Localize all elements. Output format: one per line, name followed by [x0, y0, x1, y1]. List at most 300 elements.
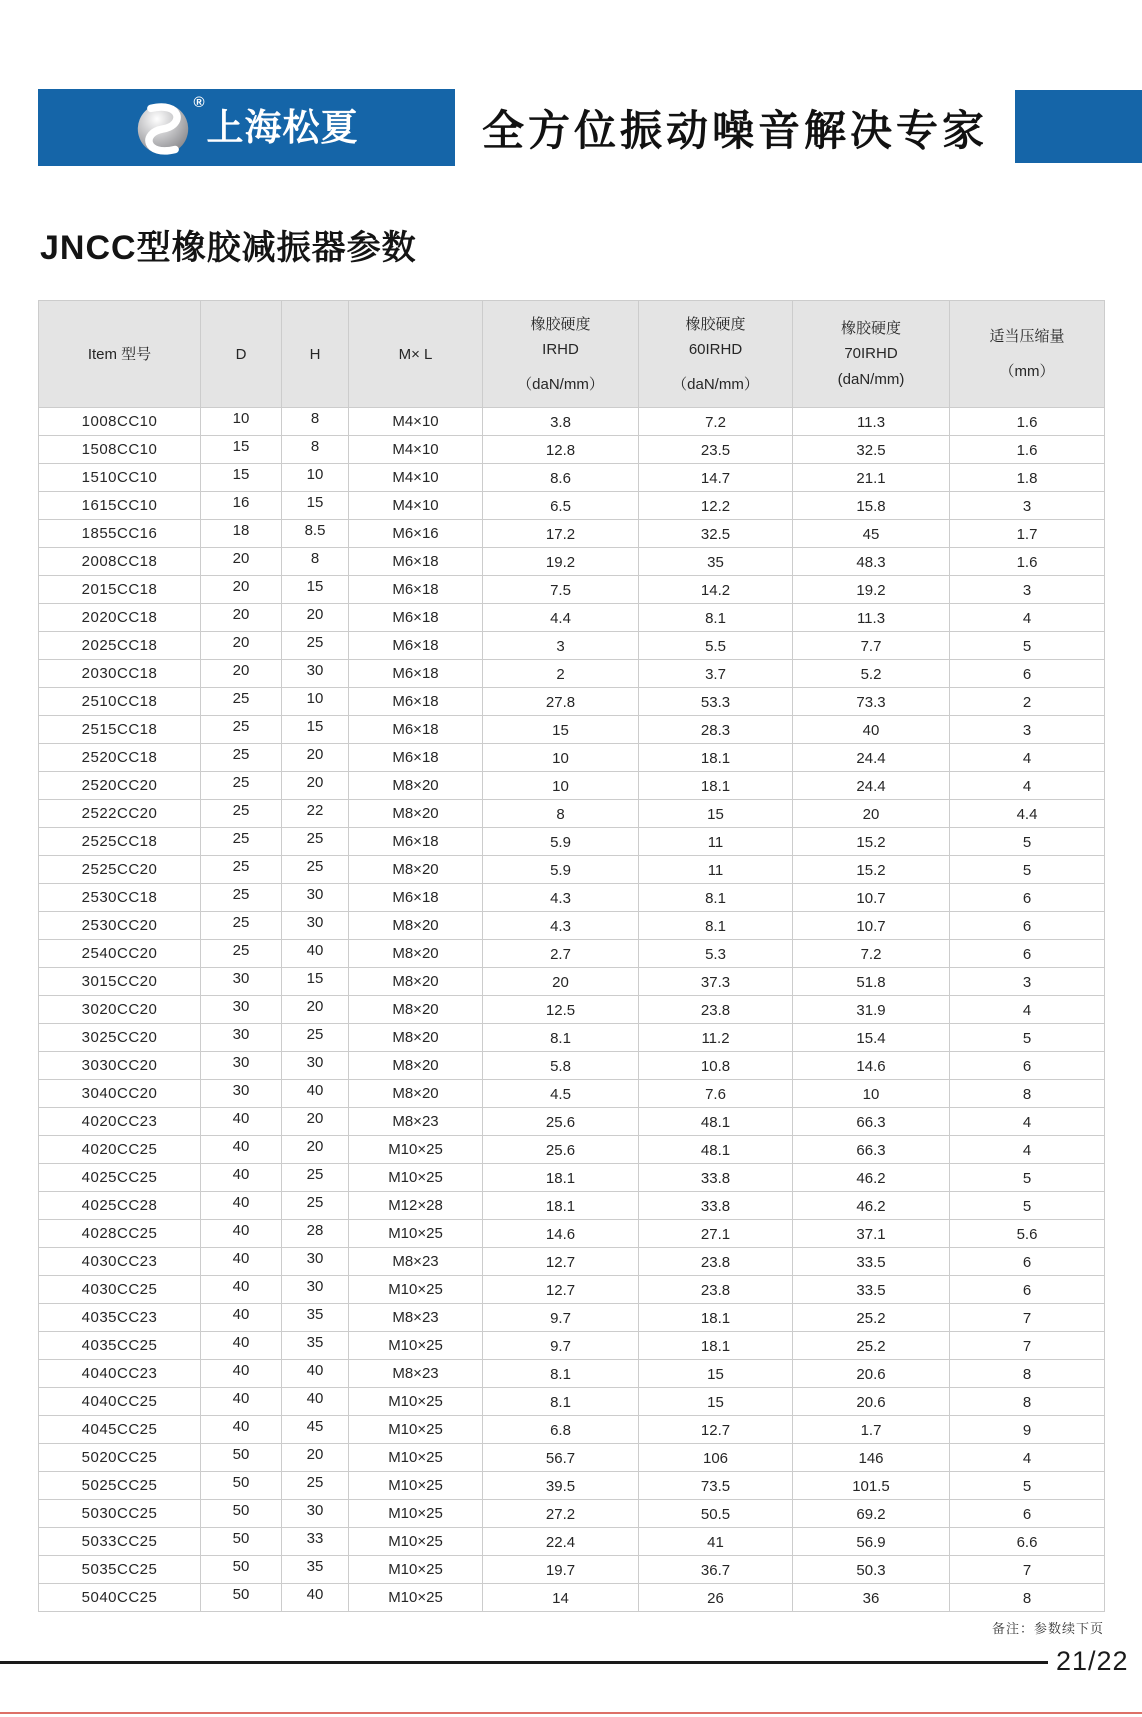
- cell-irhd60: 15: [639, 1360, 793, 1388]
- cell-item: 2530CC18: [39, 884, 201, 912]
- table-row: [39, 1248, 1105, 1276]
- cell-compression: 5: [950, 828, 1105, 856]
- cell-irhd60: 106: [639, 1444, 793, 1472]
- cell-compression: 1.6: [950, 548, 1105, 576]
- cell-irhd70: 20.6: [793, 1388, 950, 1416]
- cell-irhd: 25.6: [483, 1136, 639, 1164]
- cell-irhd70: 20.6: [793, 1360, 950, 1388]
- cell-d: 40: [201, 1248, 282, 1276]
- parameters-table: [38, 300, 1105, 1612]
- cell-irhd: 22.4: [483, 1528, 639, 1556]
- column-header-mxl: M× L: [349, 301, 483, 408]
- table-row: [39, 1276, 1105, 1304]
- cell-d: 40: [201, 1416, 282, 1444]
- cell-d: 40: [201, 1360, 282, 1388]
- table-row: [39, 884, 1105, 912]
- table-row: [39, 1108, 1105, 1136]
- table-row: [39, 1388, 1105, 1416]
- cell-d: 20: [201, 632, 282, 660]
- cell-mxl: M10×25: [349, 1136, 483, 1164]
- cell-item: 2522CC20: [39, 800, 201, 828]
- table-row: [39, 1360, 1105, 1388]
- cell-compression: 6: [950, 940, 1105, 968]
- cell-irhd60: 23.8: [639, 1276, 793, 1304]
- cell-irhd: 12.7: [483, 1276, 639, 1304]
- cell-irhd70: 5.2: [793, 660, 950, 688]
- cell-item: 4040CC23: [39, 1360, 201, 1388]
- cell-irhd60: 48.1: [639, 1108, 793, 1136]
- cell-irhd70: 32.5: [793, 436, 950, 464]
- cell-d: 20: [201, 604, 282, 632]
- cell-compression: 1.6: [950, 408, 1105, 436]
- cell-mxl: M8×20: [349, 856, 483, 884]
- cell-compression: 1.8: [950, 464, 1105, 492]
- cell-irhd: 9.7: [483, 1332, 639, 1360]
- cell-compression: 8: [950, 1584, 1105, 1612]
- cell-h: 33: [282, 1528, 349, 1556]
- cell-irhd60: 7.6: [639, 1080, 793, 1108]
- cell-irhd: 4.5: [483, 1080, 639, 1108]
- cell-h: 20: [282, 1444, 349, 1472]
- cell-irhd60: 11.2: [639, 1024, 793, 1052]
- cell-h: 35: [282, 1332, 349, 1360]
- cell-compression: 5.6: [950, 1220, 1105, 1248]
- table-row: [39, 1472, 1105, 1500]
- cell-irhd70: 11.3: [793, 408, 950, 436]
- cell-d: 20: [201, 576, 282, 604]
- cell-d: 50: [201, 1472, 282, 1500]
- column-header-irhd70: 橡胶硬度 70IRHD (daN/mm): [793, 301, 950, 408]
- cell-compression: 6: [950, 1248, 1105, 1276]
- cell-item: 2540CC20: [39, 940, 201, 968]
- cell-irhd60: 18.1: [639, 1304, 793, 1332]
- cell-irhd70: 56.9: [793, 1528, 950, 1556]
- cell-item: 4035CC25: [39, 1332, 201, 1360]
- table-row: [39, 1500, 1105, 1528]
- column-header-d: D: [201, 301, 282, 408]
- table-row: [39, 464, 1105, 492]
- cell-item: 2020CC18: [39, 604, 201, 632]
- cell-irhd60: 28.3: [639, 716, 793, 744]
- cell-compression: 6: [950, 1052, 1105, 1080]
- cell-mxl: M8×20: [349, 996, 483, 1024]
- cell-h: 30: [282, 884, 349, 912]
- cell-mxl: M8×23: [349, 1108, 483, 1136]
- cell-mxl: M6×18: [349, 828, 483, 856]
- cell-h: 20: [282, 772, 349, 800]
- cell-d: 25: [201, 856, 282, 884]
- cell-d: 50: [201, 1500, 282, 1528]
- cell-irhd60: 3.7: [639, 660, 793, 688]
- cell-h: 25: [282, 1192, 349, 1220]
- cell-d: 30: [201, 996, 282, 1024]
- cell-irhd70: 37.1: [793, 1220, 950, 1248]
- cell-d: 20: [201, 660, 282, 688]
- table-row: [39, 1304, 1105, 1332]
- cell-irhd70: 46.2: [793, 1192, 950, 1220]
- table-row: [39, 856, 1105, 884]
- cell-irhd70: 31.9: [793, 996, 950, 1024]
- cell-mxl: M10×25: [349, 1584, 483, 1612]
- cell-item: 4035CC23: [39, 1304, 201, 1332]
- cell-irhd60: 35: [639, 548, 793, 576]
- cell-irhd70: 15.2: [793, 828, 950, 856]
- cell-h: 20: [282, 604, 349, 632]
- table-row: [39, 1556, 1105, 1584]
- cell-irhd: 18.1: [483, 1192, 639, 1220]
- table-row: [39, 408, 1105, 436]
- cell-mxl: M10×25: [349, 1220, 483, 1248]
- table-row: [39, 1080, 1105, 1108]
- cell-d: 30: [201, 1080, 282, 1108]
- cell-compression: 5: [950, 1472, 1105, 1500]
- cell-mxl: M4×10: [349, 408, 483, 436]
- cell-mxl: M6×18: [349, 660, 483, 688]
- cell-item: 4040CC25: [39, 1388, 201, 1416]
- cell-item: 2515CC18: [39, 716, 201, 744]
- table-row: [39, 1136, 1105, 1164]
- cell-irhd: 12.5: [483, 996, 639, 1024]
- cell-h: 8: [282, 436, 349, 464]
- cell-compression: 5: [950, 856, 1105, 884]
- cell-d: 25: [201, 828, 282, 856]
- cell-irhd: 17.2: [483, 520, 639, 548]
- cell-compression: 5: [950, 1164, 1105, 1192]
- cell-mxl: M8×23: [349, 1360, 483, 1388]
- table-row: [39, 996, 1105, 1024]
- cell-irhd70: 33.5: [793, 1248, 950, 1276]
- cell-mxl: M12×28: [349, 1192, 483, 1220]
- cell-item: 1008CC10: [39, 408, 201, 436]
- cell-item: 3030CC20: [39, 1052, 201, 1080]
- cell-mxl: M10×25: [349, 1528, 483, 1556]
- table-row: [39, 744, 1105, 772]
- cell-compression: 1.6: [950, 436, 1105, 464]
- cell-irhd60: 27.1: [639, 1220, 793, 1248]
- cell-h: 8.5: [282, 520, 349, 548]
- cell-irhd: 10: [483, 744, 639, 772]
- cell-h: 40: [282, 1388, 349, 1416]
- table-row: [39, 632, 1105, 660]
- cell-item: 1510CC10: [39, 464, 201, 492]
- cell-item: 5030CC25: [39, 1500, 201, 1528]
- cell-compression: 8: [950, 1080, 1105, 1108]
- cell-item: 4045CC25: [39, 1416, 201, 1444]
- cell-irhd60: 8.1: [639, 604, 793, 632]
- cell-mxl: M10×25: [349, 1388, 483, 1416]
- page-number: 21/22: [1056, 1646, 1129, 1676]
- cell-mxl: M8×20: [349, 772, 483, 800]
- cell-item: 2008CC18: [39, 548, 201, 576]
- cell-irhd: 8.1: [483, 1388, 639, 1416]
- cell-d: 40: [201, 1164, 282, 1192]
- cell-irhd: 39.5: [483, 1472, 639, 1500]
- cell-item: 4020CC25: [39, 1136, 201, 1164]
- cell-compression: 6: [950, 912, 1105, 940]
- table-row: [39, 1444, 1105, 1472]
- cell-irhd60: 73.5: [639, 1472, 793, 1500]
- table-row: [39, 716, 1105, 744]
- bottom-red-line: [0, 1712, 1142, 1714]
- cell-irhd70: 7.2: [793, 940, 950, 968]
- cell-irhd: 4.4: [483, 604, 639, 632]
- cell-item: 4025CC25: [39, 1164, 201, 1192]
- cell-compression: 1.7: [950, 520, 1105, 548]
- column-header-item: Item 型号: [39, 301, 201, 408]
- cell-d: 25: [201, 800, 282, 828]
- table-row: [39, 436, 1105, 464]
- cell-irhd70: 14.6: [793, 1052, 950, 1080]
- cell-mxl: M8×20: [349, 968, 483, 996]
- cell-irhd70: 19.2: [793, 576, 950, 604]
- table-row: [39, 940, 1105, 968]
- cell-irhd60: 8.1: [639, 912, 793, 940]
- cell-item: 2015CC18: [39, 576, 201, 604]
- cell-d: 40: [201, 1136, 282, 1164]
- cell-irhd70: 40: [793, 716, 950, 744]
- cell-h: 25: [282, 1472, 349, 1500]
- cell-irhd60: 8.1: [639, 884, 793, 912]
- cell-mxl: M8×20: [349, 940, 483, 968]
- cell-h: 20: [282, 996, 349, 1024]
- footer-rule: [0, 1661, 1048, 1664]
- cell-item: 2520CC20: [39, 772, 201, 800]
- table-row: [39, 1332, 1105, 1360]
- cell-d: 30: [201, 1052, 282, 1080]
- cell-h: 30: [282, 1276, 349, 1304]
- cell-item: 5025CC25: [39, 1472, 201, 1500]
- table-row: [39, 772, 1105, 800]
- cell-h: 15: [282, 716, 349, 744]
- cell-mxl: M6×18: [349, 604, 483, 632]
- cell-irhd: 8.1: [483, 1360, 639, 1388]
- cell-irhd70: 69.2: [793, 1500, 950, 1528]
- cell-irhd: 6.5: [483, 492, 639, 520]
- cell-h: 25: [282, 856, 349, 884]
- cell-h: 20: [282, 1136, 349, 1164]
- cell-mxl: M6×18: [349, 548, 483, 576]
- cell-irhd: 3.8: [483, 408, 639, 436]
- cell-h: 25: [282, 1164, 349, 1192]
- cell-irhd: 27.2: [483, 1500, 639, 1528]
- cell-irhd: 9.7: [483, 1304, 639, 1332]
- cell-irhd: 14: [483, 1584, 639, 1612]
- cell-compression: 4: [950, 996, 1105, 1024]
- cell-item: 5033CC25: [39, 1528, 201, 1556]
- cell-compression: 6: [950, 884, 1105, 912]
- cell-item: 2525CC20: [39, 856, 201, 884]
- cell-mxl: M8×20: [349, 1080, 483, 1108]
- cell-irhd: 20: [483, 968, 639, 996]
- cell-irhd70: 1.7: [793, 1416, 950, 1444]
- cell-h: 45: [282, 1416, 349, 1444]
- table-row: [39, 520, 1105, 548]
- table-row: [39, 1528, 1105, 1556]
- table-head: [39, 301, 1105, 408]
- cell-item: 1615CC10: [39, 492, 201, 520]
- cell-irhd70: 46.2: [793, 1164, 950, 1192]
- cell-item: 4020CC23: [39, 1108, 201, 1136]
- cell-h: 30: [282, 912, 349, 940]
- cell-mxl: M6×18: [349, 632, 483, 660]
- cell-d: 40: [201, 1276, 282, 1304]
- cell-irhd70: 25.2: [793, 1332, 950, 1360]
- table-row: [39, 492, 1105, 520]
- cell-mxl: M8×20: [349, 1052, 483, 1080]
- cell-item: 5035CC25: [39, 1556, 201, 1584]
- cell-mxl: M6×18: [349, 716, 483, 744]
- cell-mxl: M4×10: [349, 492, 483, 520]
- cell-irhd60: 32.5: [639, 520, 793, 548]
- table-row: [39, 576, 1105, 604]
- cell-irhd: 15: [483, 716, 639, 744]
- cell-irhd70: 15.4: [793, 1024, 950, 1052]
- column-header-compression: 适当压缩量 （mm）: [950, 301, 1105, 408]
- cell-irhd70: 25.2: [793, 1304, 950, 1332]
- cell-irhd60: 7.2: [639, 408, 793, 436]
- cell-irhd70: 21.1: [793, 464, 950, 492]
- cell-compression: 4.4: [950, 800, 1105, 828]
- cell-irhd: 10: [483, 772, 639, 800]
- cell-d: 40: [201, 1388, 282, 1416]
- cell-compression: 3: [950, 968, 1105, 996]
- table-row: [39, 968, 1105, 996]
- cell-h: 40: [282, 1360, 349, 1388]
- cell-compression: 8: [950, 1388, 1105, 1416]
- table-row: [39, 660, 1105, 688]
- cell-d: 20: [201, 548, 282, 576]
- cell-mxl: M8×23: [349, 1304, 483, 1332]
- cell-compression: 5: [950, 1192, 1105, 1220]
- cell-compression: 3: [950, 492, 1105, 520]
- cell-item: 2510CC18: [39, 688, 201, 716]
- cell-item: 3040CC20: [39, 1080, 201, 1108]
- cell-h: 22: [282, 800, 349, 828]
- cell-h: 25: [282, 632, 349, 660]
- cell-h: 15: [282, 576, 349, 604]
- cell-irhd: 4.3: [483, 912, 639, 940]
- cell-irhd60: 48.1: [639, 1136, 793, 1164]
- cell-d: 16: [201, 492, 282, 520]
- cell-irhd70: 50.3: [793, 1556, 950, 1584]
- cell-compression: 2: [950, 688, 1105, 716]
- cell-irhd60: 5.3: [639, 940, 793, 968]
- cell-irhd60: 10.8: [639, 1052, 793, 1080]
- cell-irhd70: 24.4: [793, 744, 950, 772]
- cell-irhd: 6.8: [483, 1416, 639, 1444]
- cell-irhd70: 20: [793, 800, 950, 828]
- cell-irhd: 12.8: [483, 436, 639, 464]
- cell-compression: 8: [950, 1360, 1105, 1388]
- cell-mxl: M8×23: [349, 1248, 483, 1276]
- cell-irhd: 14.6: [483, 1220, 639, 1248]
- cell-mxl: M6×18: [349, 884, 483, 912]
- cell-mxl: M10×25: [349, 1276, 483, 1304]
- table-row: [39, 800, 1105, 828]
- cell-h: 20: [282, 744, 349, 772]
- cell-irhd60: 11: [639, 828, 793, 856]
- header-right-blue-block: [1015, 90, 1142, 163]
- cell-h: 40: [282, 1584, 349, 1612]
- column-header-irhd60: 橡胶硬度 60IRHD （daN/mm）: [639, 301, 793, 408]
- cell-h: 20: [282, 1108, 349, 1136]
- cell-item: 4028CC25: [39, 1220, 201, 1248]
- cell-irhd: 4.3: [483, 884, 639, 912]
- cell-item: 2530CC20: [39, 912, 201, 940]
- cell-compression: 7: [950, 1556, 1105, 1584]
- cell-h: 35: [282, 1304, 349, 1332]
- cell-irhd: 19.2: [483, 548, 639, 576]
- cell-h: 40: [282, 1080, 349, 1108]
- cell-irhd70: 11.3: [793, 604, 950, 632]
- cell-d: 50: [201, 1528, 282, 1556]
- cell-mxl: M6×16: [349, 520, 483, 548]
- cell-irhd60: 53.3: [639, 688, 793, 716]
- cell-d: 50: [201, 1444, 282, 1472]
- cell-compression: 7: [950, 1332, 1105, 1360]
- cell-h: 10: [282, 688, 349, 716]
- cell-compression: 3: [950, 716, 1105, 744]
- cell-irhd: 56.7: [483, 1444, 639, 1472]
- cell-h: 15: [282, 968, 349, 996]
- cell-irhd70: 73.3: [793, 688, 950, 716]
- cell-irhd60: 18.1: [639, 744, 793, 772]
- cell-irhd70: 15.2: [793, 856, 950, 884]
- cell-irhd70: 10: [793, 1080, 950, 1108]
- cell-irhd: 5.8: [483, 1052, 639, 1080]
- cell-d: 40: [201, 1332, 282, 1360]
- registered-trademark-mark: ®: [193, 93, 205, 111]
- cell-h: 30: [282, 1052, 349, 1080]
- table-row: [39, 828, 1105, 856]
- cell-h: 15: [282, 492, 349, 520]
- brand-name-text: 上海松夏: [206, 107, 359, 148]
- cell-compression: 4: [950, 744, 1105, 772]
- cell-irhd70: 10.7: [793, 884, 950, 912]
- cell-compression: 4: [950, 772, 1105, 800]
- cell-d: 30: [201, 968, 282, 996]
- cell-irhd60: 18.1: [639, 772, 793, 800]
- cell-mxl: M10×25: [349, 1444, 483, 1472]
- cell-item: 3020CC20: [39, 996, 201, 1024]
- cell-irhd60: 37.3: [639, 968, 793, 996]
- cell-irhd60: 18.1: [639, 1332, 793, 1360]
- cell-compression: 3: [950, 576, 1105, 604]
- cell-irhd70: 101.5: [793, 1472, 950, 1500]
- cell-irhd70: 36: [793, 1584, 950, 1612]
- cell-mxl: M6×18: [349, 688, 483, 716]
- cell-irhd70: 51.8: [793, 968, 950, 996]
- column-header-irhd: 橡胶硬度 IRHD （daN/mm）: [483, 301, 639, 408]
- table-row: [39, 912, 1105, 940]
- cell-irhd70: 33.5: [793, 1276, 950, 1304]
- cell-irhd70: 66.3: [793, 1136, 950, 1164]
- cell-d: 25: [201, 688, 282, 716]
- table-row: [39, 548, 1105, 576]
- cell-irhd: 2: [483, 660, 639, 688]
- cell-irhd: 27.8: [483, 688, 639, 716]
- cell-d: 40: [201, 1108, 282, 1136]
- cell-irhd60: 12.7: [639, 1416, 793, 1444]
- table-row: [39, 1192, 1105, 1220]
- cell-compression: 7: [950, 1304, 1105, 1332]
- cell-mxl: M10×25: [349, 1164, 483, 1192]
- cell-mxl: M8×20: [349, 912, 483, 940]
- cell-compression: 5: [950, 1024, 1105, 1052]
- cell-h: 30: [282, 660, 349, 688]
- cell-h: 8: [282, 548, 349, 576]
- cell-irhd60: 33.8: [639, 1192, 793, 1220]
